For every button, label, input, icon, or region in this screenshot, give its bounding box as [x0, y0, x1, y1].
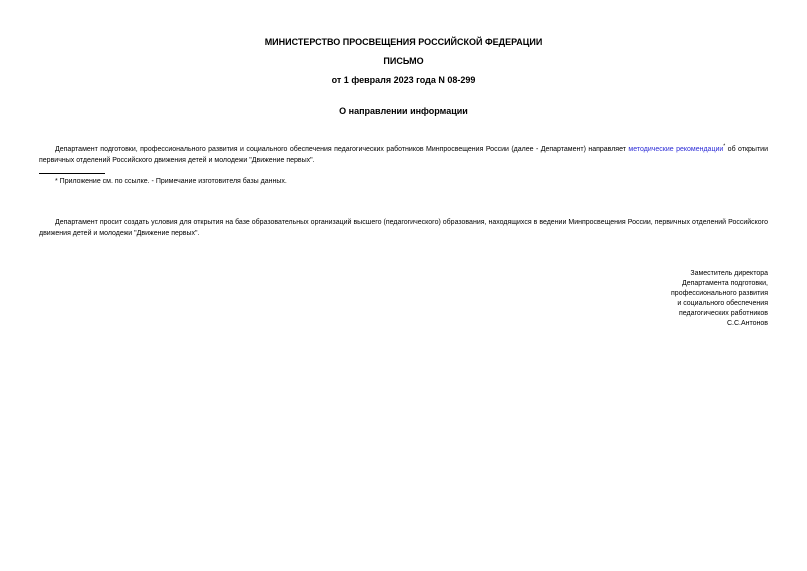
signature-line: Заместитель директора [690, 270, 768, 277]
methodical-recommendations-link[interactable]: методические рекомендации [628, 146, 724, 153]
document-type: ПИСЬМО [383, 56, 424, 66]
paragraph-1-text-end: об открытии первичных отделений Российского движения детей и молодежи "Движение первых". [39, 146, 768, 164]
footnote-marker: * [723, 143, 726, 150]
signature-line: профессионального развития [671, 290, 768, 298]
document-subject: О направлении информации [339, 106, 468, 116]
footnote-text: * Приложение см. по ссылке. - Примечание изготовителя базы данных. [55, 178, 287, 185]
body-paragraph-1 [39, 145, 768, 166]
signature-line: педагогических работников [679, 310, 768, 318]
signature-block [671, 269, 768, 330]
body-paragraph-2: Департамент просит создать условия для открытия на базе образовательных организаций высшего (педагогического) образования, находящихся в ведении Минпросвещения России, первичных отделений Российского движения детей и молодежи "Движение первых". [39, 219, 768, 237]
signatory-name: С.С.Антонов [726, 320, 768, 328]
document-date-number: от 1 февраля 2023 года N 08-299 [331, 75, 476, 85]
signature-line: Департамента подготовки, [681, 280, 768, 288]
ministry-title: МИНИСТЕРСТВО ПРОСВЕЩЕНИЯ РОССИЙСКОЙ ФЕДЕРАЦИИ [264, 37, 543, 47]
footnote-divider [39, 173, 105, 174]
paragraph-1-text-start: Департамент подготовки, профессионального развития и социального обеспечения педагогических работников Минпросвещения России (далее - Департамент) направляет [55, 146, 629, 153]
signature-line: и социального обеспечения [677, 300, 768, 308]
